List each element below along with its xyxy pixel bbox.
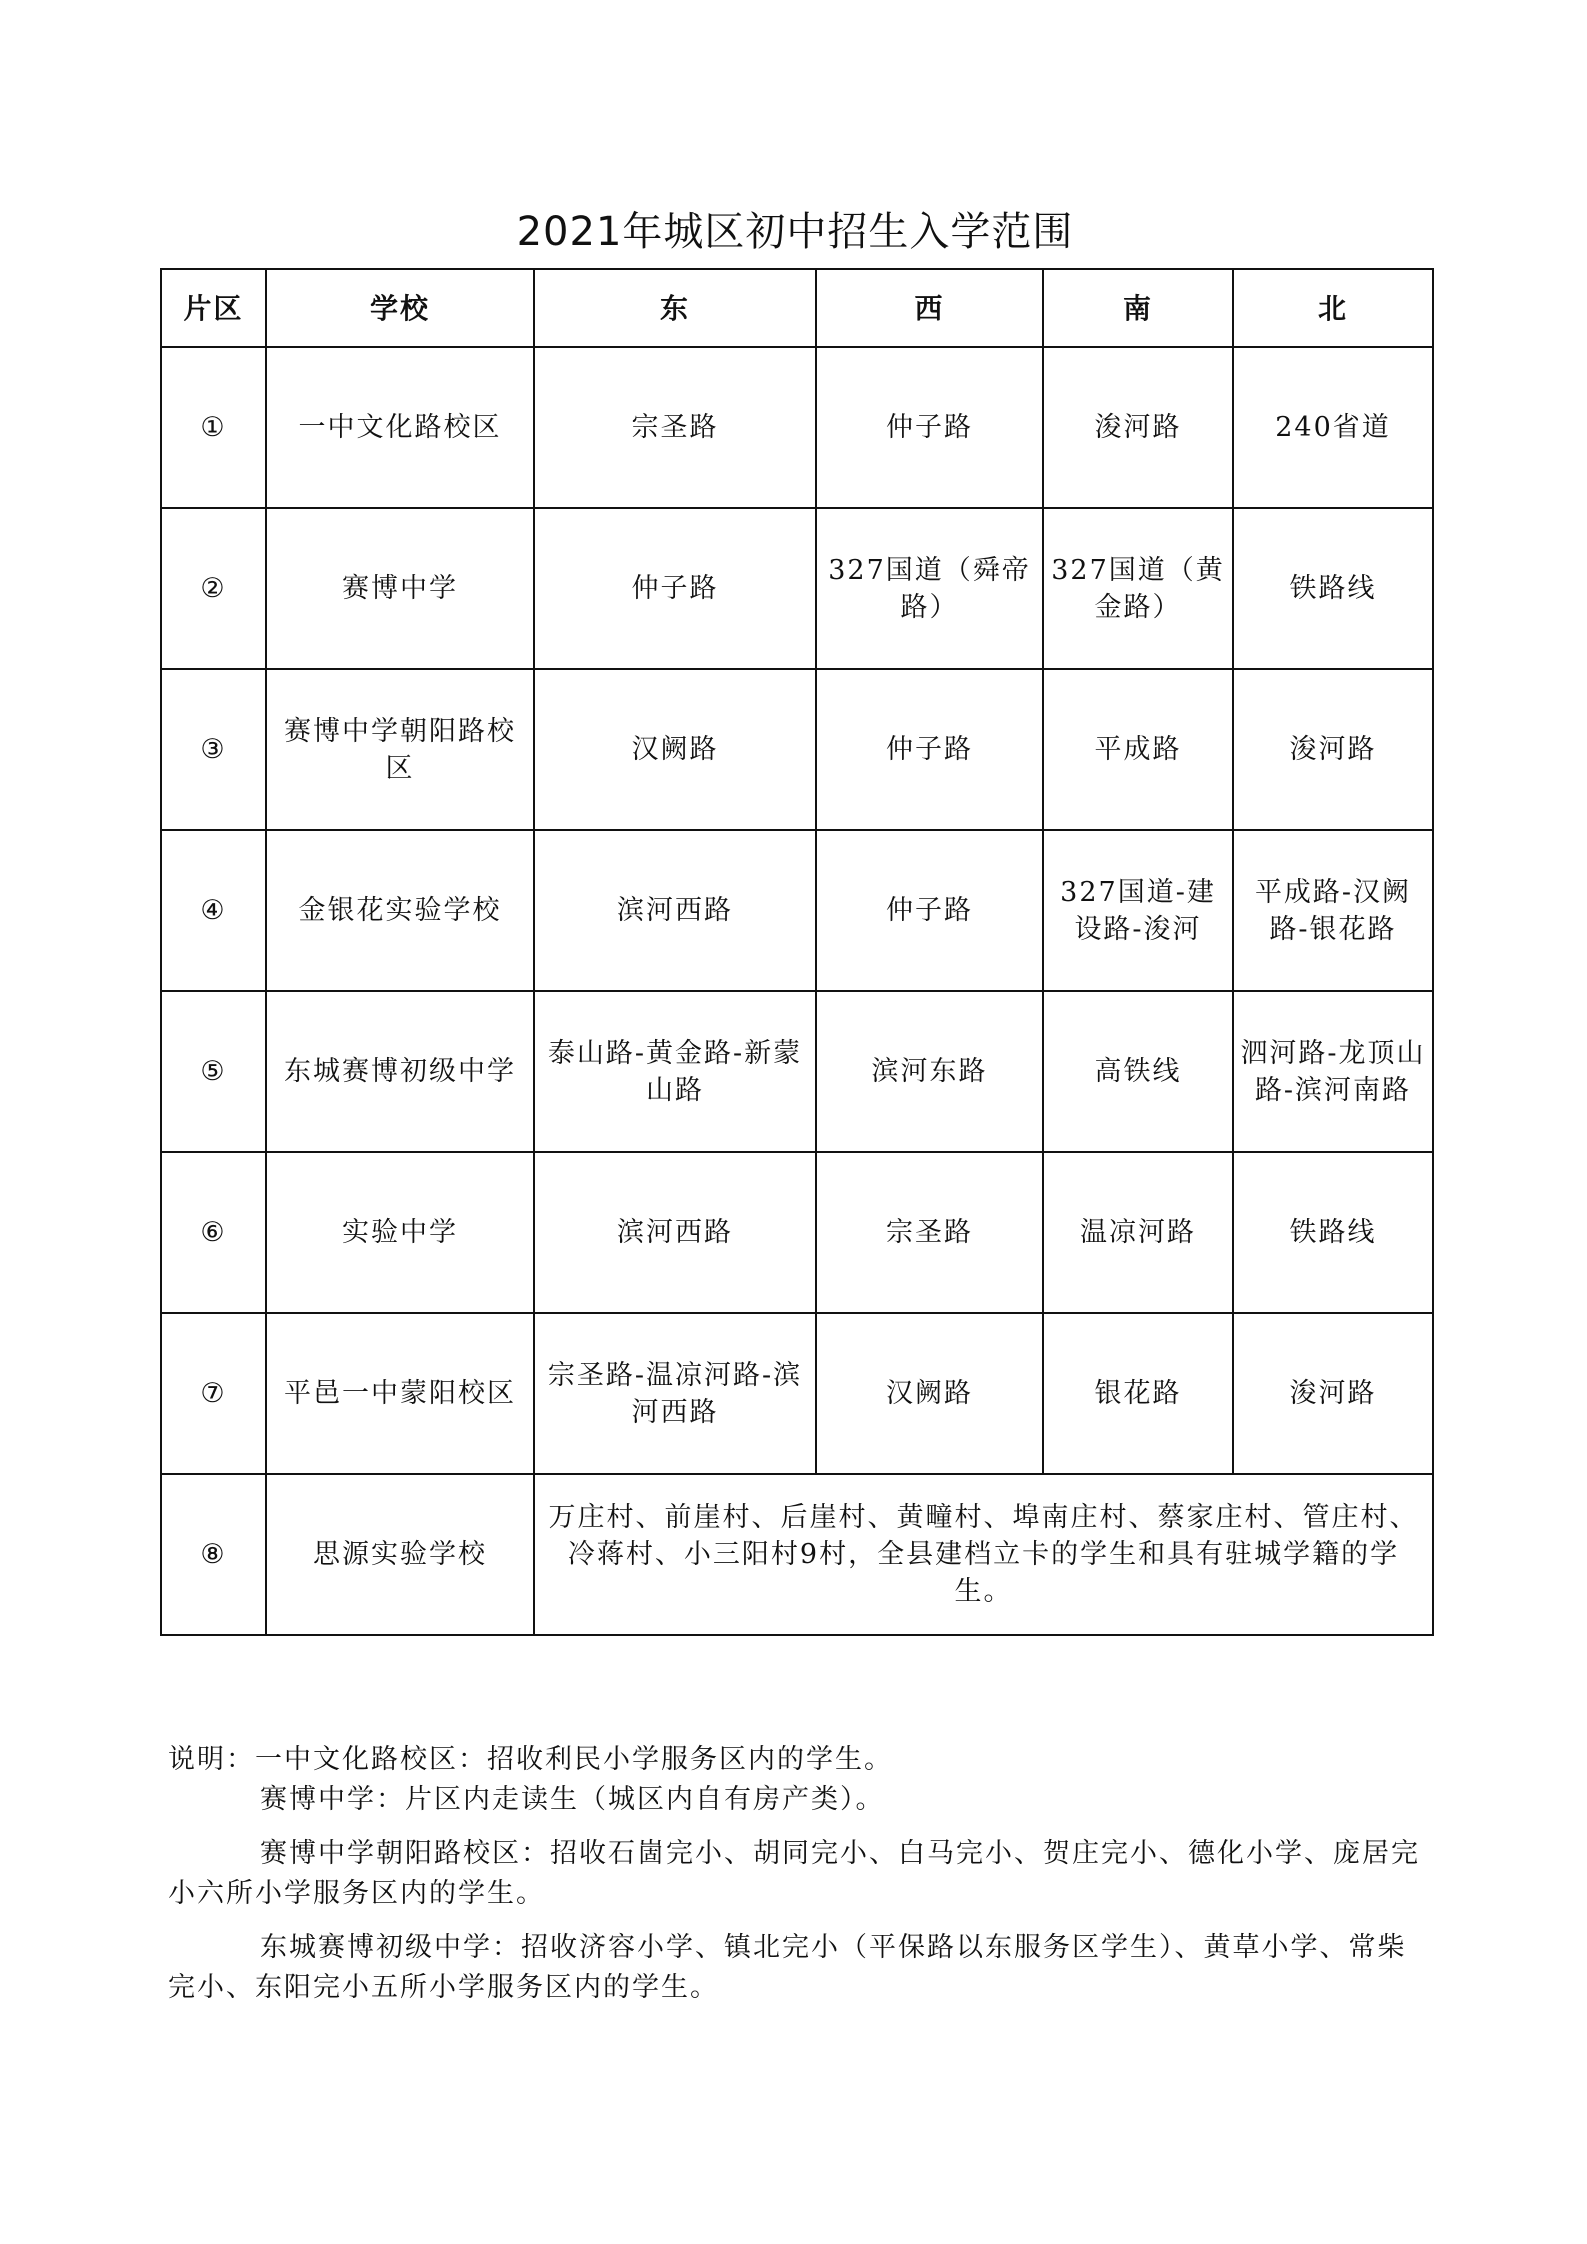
- west-boundary: 仲子路: [816, 830, 1043, 991]
- north-boundary: 平成路-汉阙路-银花路: [1233, 830, 1433, 991]
- west-boundary: 汉阙路: [816, 1313, 1043, 1474]
- north-boundary: 铁路线: [1233, 508, 1433, 669]
- district-number: ⑤: [161, 991, 266, 1152]
- north-boundary: 浚河路: [1233, 669, 1433, 830]
- school-name: 东城赛博初级中学: [266, 991, 534, 1152]
- south-boundary: 浚河路: [1043, 347, 1233, 508]
- east-boundary: 汉阙路: [534, 669, 816, 830]
- north-boundary: 泗河路-龙顶山路-滨河南路: [1233, 991, 1433, 1152]
- north-boundary: 浚河路: [1233, 1313, 1433, 1474]
- south-boundary: 温凉河路: [1043, 1152, 1233, 1313]
- south-boundary: 银花路: [1043, 1313, 1233, 1474]
- school-name: 平邑一中蒙阳校区: [266, 1313, 534, 1474]
- west-boundary: 宗圣路: [816, 1152, 1043, 1313]
- east-boundary: 仲子路: [534, 508, 816, 669]
- page-title: 2021年城区初中招生入学范围: [516, 209, 1074, 255]
- header-south: 南: [1043, 269, 1233, 347]
- north-boundary: 铁路线: [1233, 1152, 1433, 1313]
- header-school: 学校: [266, 269, 534, 347]
- east-boundary: 滨河西路: [534, 1152, 816, 1313]
- south-boundary: 高铁线: [1043, 991, 1233, 1152]
- district-number: ⑧: [161, 1474, 266, 1635]
- east-boundary: 滨河西路: [534, 830, 816, 991]
- table-header-row: [161, 269, 1433, 347]
- east-boundary: 泰山路-黄金路-新蒙山路: [534, 991, 816, 1152]
- school-name: 一中文化路校区: [266, 347, 534, 508]
- school-name: 赛博中学朝阳路校区: [266, 669, 534, 830]
- table-row: [161, 669, 1433, 830]
- district-number: ①: [161, 347, 266, 508]
- south-boundary: 平成路: [1043, 669, 1233, 830]
- admission-scope: 万庄村、前崖村、后崖村、黄疃村、埠南庄村、蔡家庄村、管庄村、冷蒋村、小三阳村9村，全县建档立卡的学生和具有驻城学籍的学生。: [534, 1474, 1433, 1635]
- east-boundary: 宗圣路-温凉河路-滨河西路: [534, 1313, 816, 1474]
- south-boundary: 327国道-建设路-浚河: [1043, 830, 1233, 991]
- district-number: ⑦: [161, 1313, 266, 1474]
- note-line: 赛博中学：片区内走读生（城区内自有房产类）。: [260, 1784, 885, 1815]
- district-number: ⑥: [161, 1152, 266, 1313]
- note-line: 赛博中学朝阳路校区：招收石崮完小、胡同完小、白马完小、贺庄完小、德化小学、庞居完小六所小学服务区内的学生。: [168, 1838, 1420, 1909]
- note-line: 东城赛博初级中学：招收济容小学、镇北完小（平保路以东服务区学生）、黄草小学、常柴完小、东阳完小五所小学服务区内的学生。: [168, 1932, 1407, 2003]
- school-name: 实验中学: [266, 1152, 534, 1313]
- west-boundary: 滨河东路: [816, 991, 1043, 1152]
- admission-range-table: [160, 268, 1434, 1636]
- west-boundary: 327国道（舜帝路）: [816, 508, 1043, 669]
- table-row: [161, 830, 1433, 991]
- table-row: [161, 1313, 1433, 1474]
- south-boundary: 327国道（黄金路）: [1043, 508, 1233, 669]
- notes-section: [168, 1740, 1428, 2008]
- west-boundary: 仲子路: [816, 347, 1043, 508]
- table-row: [161, 1152, 1433, 1313]
- district-number: ④: [161, 830, 266, 991]
- table-row: [161, 991, 1433, 1152]
- school-name: 赛博中学: [266, 508, 534, 669]
- note-line: 说明：一中文化路校区：招收利民小学服务区内的学生。: [168, 1744, 893, 1775]
- school-name: 金银花实验学校: [266, 830, 534, 991]
- table-row: [161, 508, 1433, 669]
- header-east: 东: [534, 269, 816, 347]
- district-number: ③: [161, 669, 266, 830]
- header-west: 西: [816, 269, 1043, 347]
- header-north: 北: [1233, 269, 1433, 347]
- table-row: [161, 347, 1433, 508]
- east-boundary: 宗圣路: [534, 347, 816, 508]
- district-number: ②: [161, 508, 266, 669]
- west-boundary: 仲子路: [816, 669, 1043, 830]
- school-name: 思源实验学校: [266, 1474, 534, 1635]
- north-boundary: 240省道: [1233, 347, 1433, 508]
- header-district: 片区: [161, 269, 266, 347]
- table-row: [161, 1474, 1433, 1635]
